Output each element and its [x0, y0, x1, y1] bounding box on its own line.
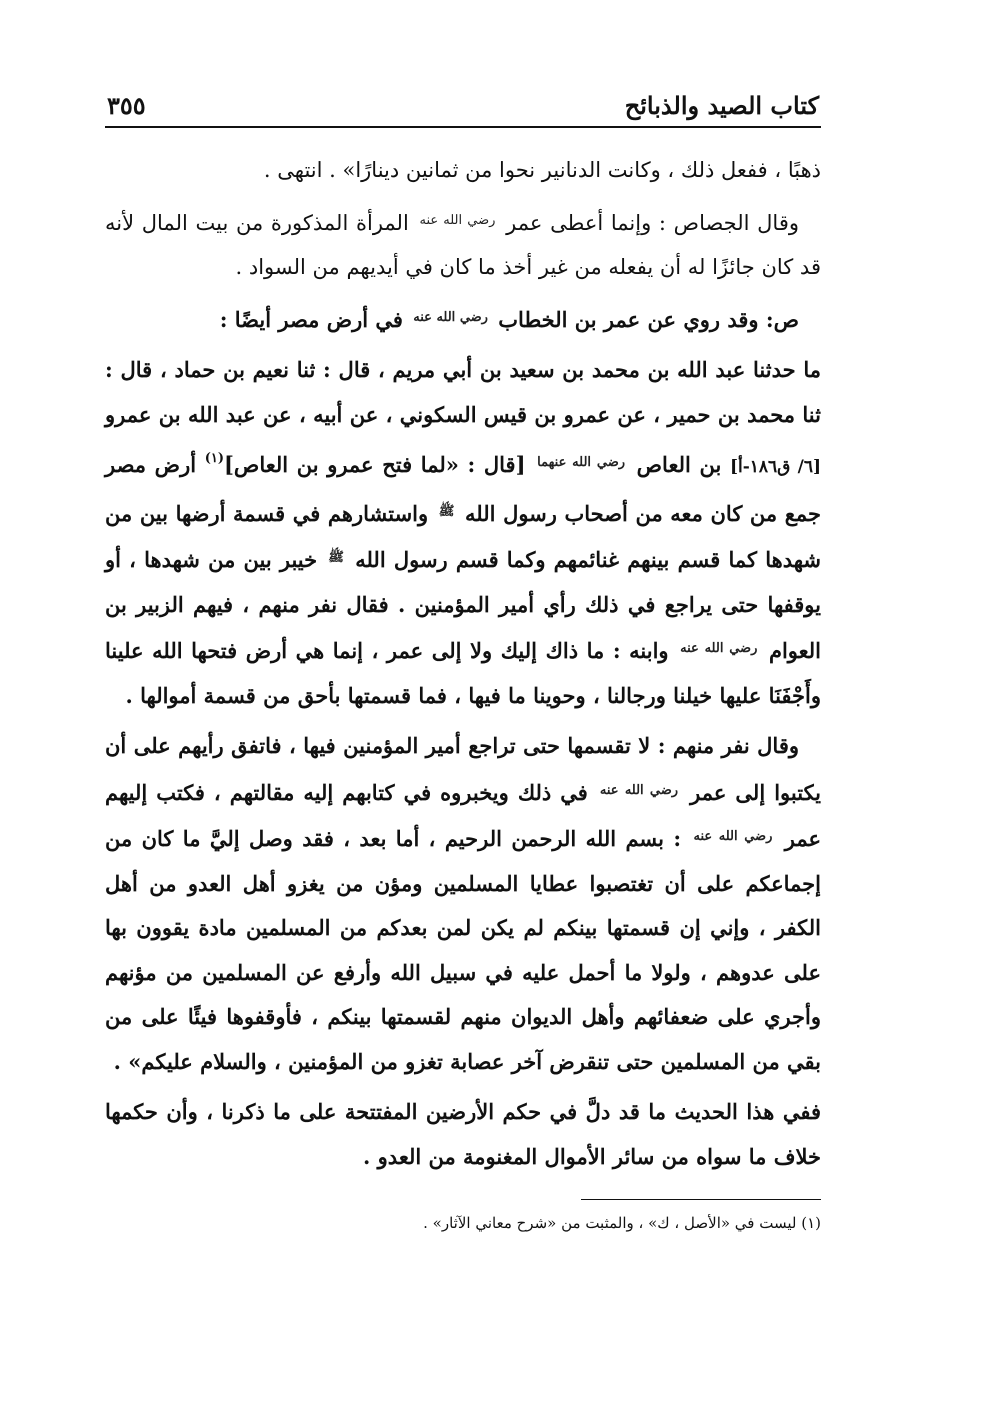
honorific-icon: ﷺ — [438, 503, 455, 519]
section-mark: ص: — [765, 306, 799, 332]
honorific-icon: رضي الله عنهما — [537, 455, 626, 470]
honorific-icon: رضي الله عنه — [599, 782, 679, 798]
document-page — [105, 78, 821, 1236]
section-heading: ص: وقد روي عن عمر بن الخطاب $^{رضي الله عنه}$ في أرض مصر أيضًا : — [219, 306, 799, 332]
page-header — [105, 78, 821, 128]
footnote: (١) ليست في «الأصل ، ك» ، والمثبت من «شرح معاني الآثار» . — [423, 1214, 821, 1232]
conclusion-paragraph: ففي هذا الحديث ما قد دلَّ في حكم الأرضين المفتتحة على ما ذكرنا ، وأن حكمها خلاف ما سواه من سائر الأموال المغنومة من العدو . — [105, 1099, 821, 1169]
main-text — [105, 148, 821, 1179]
paragraph-1: ذهبًا ، ففعل ذلك ، وكانت الدنانير نحوا من ثمانين دينارًا» . انتهى . — [263, 158, 821, 182]
footnote-marker: (١) — [204, 451, 224, 466]
running-title: كتاب الصيد والذبائح — [624, 91, 819, 120]
honorific-icon: ﷺ — [328, 550, 345, 565]
honorific-icon: رضي الله عنه — [680, 641, 758, 656]
page-number: ٣٥٥ — [107, 91, 146, 120]
hadith-paragraph: ما حدثنا عبد الله بن محمد بن سعيد بن أبي مريم ، قال : ثنا نعيم بن حماد ، قال : ثنا محمد بن حمير ، عن عمرو بن قيس السكوني ، عن أبيه ، عن عبد الله بن عمرو [٦/ ق١٨٦-أ] بن العاص $^{رضي الله عنهما}$ [قال : «لما فتح عمرو بن العاص]$^{(١)}$ أرض مصر جمع من كان معه من أصحاب رسول الله $^ﷺ$ واستشارهم في قسمة أرضها بين من شهدها كما قسم بينهم غنائمهم وكما قسم رسول الله $^ﷺ$ خيبر بين من شهدها ، أو يوقفها حتى يراجع في ذلك رأي أمير المؤمنين . فقال نفر منهم ، فيهم الزبير بن العوام $^{رضي الله عنه}$ وابنه : ما ذاك إليك ولا إلى عمر ، إنما هي أرض فتحها الله علينا وأَجْفَنَا عليها خيلنا ورجالنا ، وحوينا ما فيها ، فما قسمتها بأحق من قسمة أموالها . — [105, 357, 822, 708]
paragraph-2: وقال الجصاص : وإنما أعطى عمر $^{رضي الله عنه}$ المرأة المذكورة من بيت المال لأنه قد كان جائزًا له أن يفعله من غير أخذ ما كان في أيديهم من السواد . — [105, 210, 821, 279]
manuscript-reference: [٦/ ق١٨٦-أ] — [729, 457, 822, 477]
footnote-divider — [581, 1199, 821, 1200]
honorific-icon: رضي الله عنه — [693, 829, 773, 844]
honorific-icon: رضي الله عنه — [419, 212, 496, 228]
hadith-paragraph-2: وقال نفر منهم : لا تقسمها حتى تراجع أمير المؤمنين فيها ، فاتفق رأيهم على أن يكتبوا إلى عمر $^{رضي الله عنه}$ في ذلك ويخبروه في كتابهم إليه مقالتهم ، فكتب إليهم عمر $^{رضي الله عنه}$ : بسم الله الرحمن الرحيم ، أما بعد ، فقد وصل إليَّ ما كان من إجماعكم على أن تغتصبوا عطايا المسلمين ومؤن من يغزو أهل العدو من أهل الكفر ، وإني إن قسمتها بينكم لم يكن لمن بعدكم من المسلمين مادة يقوون بها على عدوهم ، ولولا ما أحمل عليه في سبيل الله وأرفع عن المسلمين من مؤنهم وأجري على ضعفائهم وأهل الديوان منهم لقسمتها بينكم ، فأوقفوها فيئًا على من بقي من المسلمين حتى تنقرض آخر عصابة تغزو من المؤمنين ، والسلام عليكم» . — [105, 733, 822, 1074]
honorific-icon: رضي الله عنه — [413, 309, 488, 325]
